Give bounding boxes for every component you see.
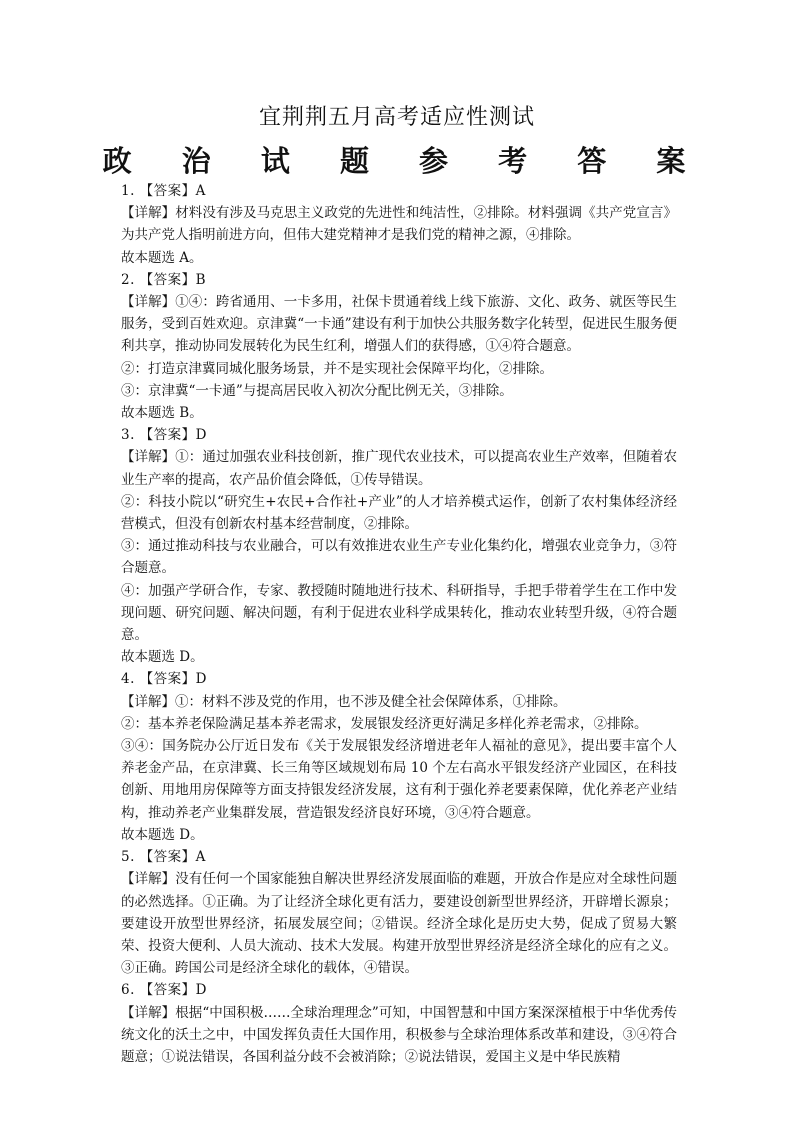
explanation-paragraph: ④：加强产学研合作，专家、教授随时随地进行技术、科研指导，手把手带着学生在工作中发现问题、研究问题、解决问题，有利于促进农业科学成果转化，推动农业转型升级，④符合题意。 <box>121 582 677 644</box>
answer-line: 4. 【答案】D <box>121 671 207 688</box>
conclusion-line: 故本题选 D。 <box>121 826 204 843</box>
explanation-paragraph: 【详解】根据“中国积极……全球治理理念”可知，中国智慧和中国方案深深植根于中华优秀传统文化的沃土之中，中国发挥负责任大国作用，积极参与全球治理体系改革和建设，③④符合题意；①说法错误，各国利益分歧不会被消除；②说法错误，爱国主义是中华民族精 <box>121 1004 677 1065</box>
answer-line: 3. 【答案】D <box>121 427 207 444</box>
explanation-paragraph: ②：科技小院以“研究生+农民+合作社+产业”的人才培养模式运作，创新了农村集体经济经营模式，但没有创新农村基本经营制度，②排除。 <box>121 493 677 533</box>
answer-content <box>121 180 677 1068</box>
explanation-paragraph: 【详解】①：通过加强农业科技创新，推广现代农业技术，可以提高农业生产效率，但随着农业生产率的提高，农产品价值会降低，①传导错误。 <box>121 449 677 488</box>
conclusion-line: 故本题选 B。 <box>121 405 203 422</box>
conclusion-line: 故本题选 D。 <box>121 649 204 666</box>
answer-key-heading: 政 治 试 题 参 考 答 案 <box>102 144 706 178</box>
explanation-paragraph: 【详解】材料没有涉及马克思主义政党的先进性和纯洁性，②排除。材料强调《共产党宣言》为共产党人指明前进方向，但伟大建党精神才是我们党的精神之源，④排除。 <box>121 205 677 244</box>
explanation-paragraph: ③④：国务院办公厅近日发布《关于发展银发经济增进老年人福祉的意见》，提出要丰富个人养老金产品，在京津冀、长三角等区域规划布局 10 个左右高水平银发经济产业园区，在科技创新、用地用房保障等方面支持银发经济发展，这有利于强化养老要素保障，优化养老产业结构，推动养老产业集群发展，营造银发经济良好环境，③④符合题意。 <box>121 738 677 821</box>
explanation-paragraph: ③：通过推动科技与农业融合，可以有效推进农业生产专业化集约化，增强农业竞争力，③符合题意。 <box>121 538 677 577</box>
explanation-paragraph: ③：京津冀“一卡通”与提高居民收入初次分配比例无关，③排除。 <box>121 382 513 399</box>
explanation-paragraph: ②：基本养老保险满足基本养老需求，发展银发经济更好满足多样化养老需求，②排除。 <box>121 715 648 732</box>
answer-line: 5. 【答案】A <box>121 849 206 866</box>
explanation-paragraph: 【详解】①④：跨省通用、一卡多用，社保卡贯通着线上线下旅游、文化、政务、就医等民生服务，受到百姓欢迎。京津冀“一卡通”建设有利于加快公共服务数字化转型，促进民生服务便利共享，推动协同发展转化为民生红利，增强人们的获得感，①④符合题意。 <box>121 294 677 355</box>
exam-title: 宜荆荆五月高考适应性测试 <box>258 105 535 130</box>
answer-line: 2. 【答案】B <box>121 271 207 288</box>
explanation-paragraph: 【详解】没有任何一个国家能独自解决世界经济发展面临的难题，开放合作是应对全球性问题的必然选择。①正确。为了让经济全球化更有活力，要建设创新型世界经济，开辟增长源泉；要建设开放型世界经济，拓展发展空间；②错误。经济全球化是历史大势，促成了贸易大繁荣、投资大便利、人员大流动、技术大发展。构建开放型世界经济是经济全球化的应有之义。③正确。跨国公司是经济全球化的载体，④错误。 <box>121 871 677 977</box>
answer-line: 6. 【答案】D <box>121 982 207 999</box>
answer-line: 1. 【答案】A <box>121 183 206 199</box>
conclusion-line: 故本题选 A。 <box>121 249 203 266</box>
explanation-paragraph: ②：打造京津冀同城化服务场景，并不是实现社会保障平均化，②排除。 <box>121 360 553 377</box>
explanation-paragraph: 【详解】①：材料不涉及党的作用，也不涉及健全社会保障体系，①排除。 <box>121 693 567 710</box>
